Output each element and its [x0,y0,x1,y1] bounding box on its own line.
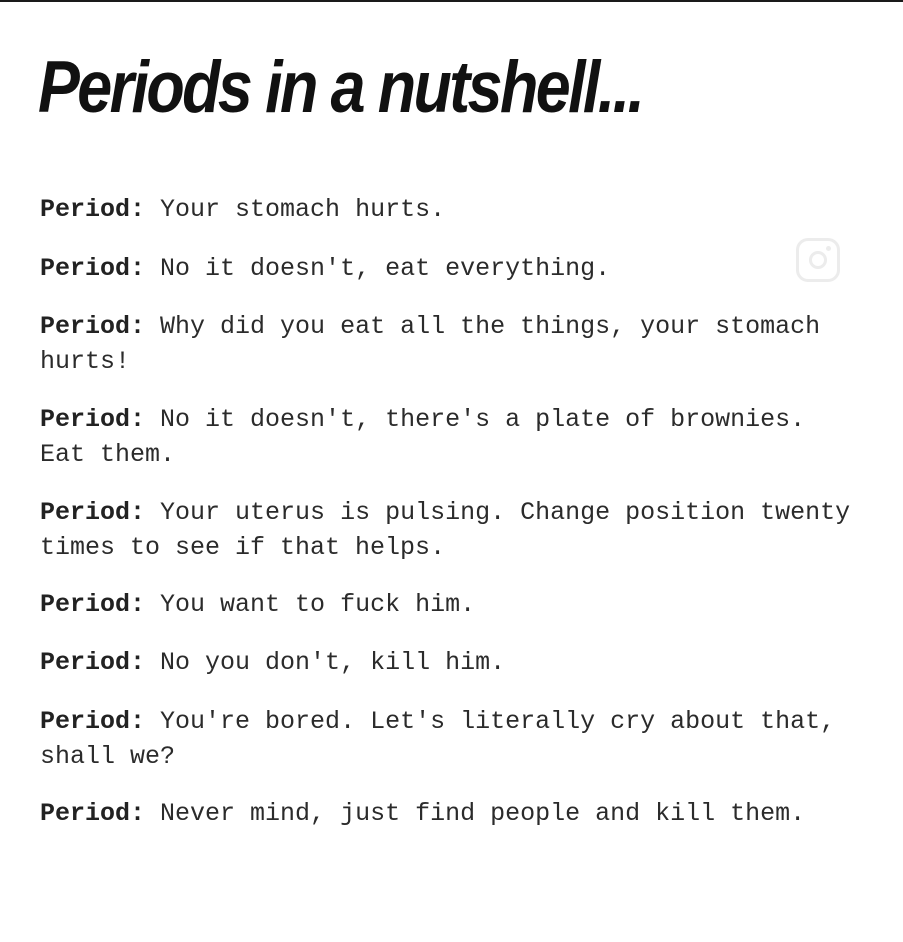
entry-6 [40,588,860,623]
entry-text: Never mind, just find people and kill them. [145,799,806,828]
entry-label: Period: [40,648,146,677]
entry-4 [40,403,860,472]
entry-label: Period: [40,590,146,619]
entry-text: No it doesn't, there's a plate of brownies. Eat them. [40,405,806,469]
entry-7 [40,646,860,681]
entry-label: Period: [40,498,146,527]
entry-text: Your stomach hurts. [145,195,446,224]
entry-label: Period: [40,195,146,224]
entry-9 [40,797,860,832]
entry-text: You want to fuck him. [145,590,476,619]
entry-1 [40,193,860,228]
entry-3 [40,310,860,379]
entry-label: Period: [40,254,146,283]
entry-5 [40,496,860,565]
entry-label: Period: [40,405,146,434]
entry-text: Your uterus is pulsing. Change position twenty times to see if that helps. [40,498,851,562]
entry-2 [40,252,860,287]
entry-text: No you don't, kill him. [145,648,506,677]
top-border [0,0,903,2]
entry-text: No it doesn't, eat everything. [145,254,611,283]
entry-label: Period: [40,312,146,341]
page-title: Periods in a nutshell... [38,47,643,128]
entry-text: You're bored. Let's literally cry about that, shall we? [40,707,836,771]
entry-8 [40,705,860,774]
entry-label: Period: [40,707,146,736]
entry-label: Period: [40,799,146,828]
entry-text: Why did you eat all the things, your stomach hurts! [40,312,821,376]
